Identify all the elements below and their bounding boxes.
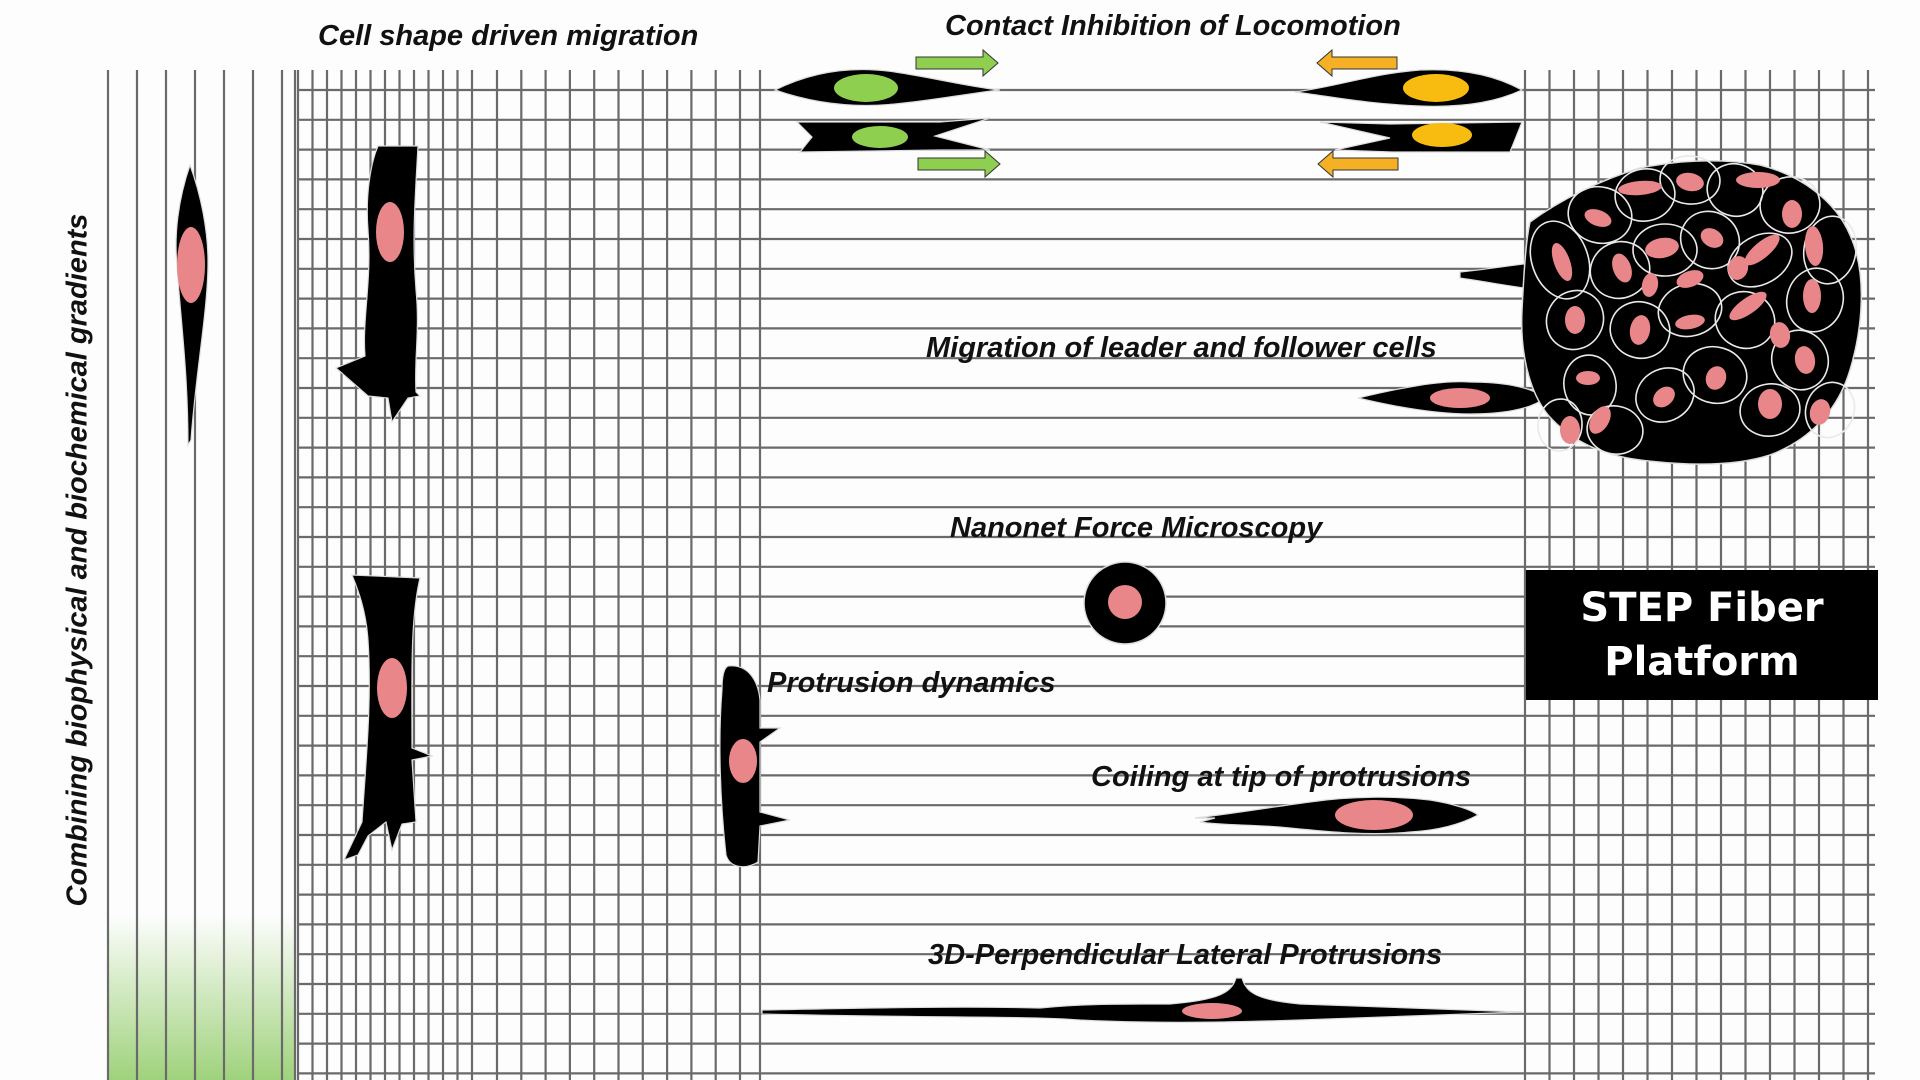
cluster-nucleus <box>1736 172 1780 188</box>
cell-shape-migration-bottom <box>344 575 432 860</box>
label-coiling-tip: Coiling at tip of protrusions <box>1091 761 1472 793</box>
label-lateral-protrusions: 3D-Perpendicular Lateral Protrusions <box>928 939 1443 971</box>
leader-cell-bottom <box>1358 382 1545 414</box>
label-protrusion-dynamics: Protrusion dynamics <box>767 667 1056 699</box>
arrow-right-top <box>916 50 998 76</box>
cluster-nucleus <box>1803 279 1821 313</box>
arrow-right-bottom <box>918 151 1000 177</box>
cell-cluster <box>1520 153 1862 464</box>
label-gradients-vertical: Combining biophysical and biochemical gradients <box>61 213 94 907</box>
platform-title-line1: STEP Fiber <box>1580 585 1824 631</box>
cluster-nucleus <box>1782 200 1802 228</box>
cluster-nucleus <box>1565 306 1585 334</box>
cluster-nucleus <box>1560 416 1580 444</box>
arrow-left-bottom <box>1318 151 1398 177</box>
label-contact-inhibition: Contact Inhibition of Locomotion <box>945 10 1401 42</box>
cil-cell-green-top <box>775 69 1000 105</box>
label-nanonet-force: Nanonet Force Microscopy <box>950 512 1323 544</box>
arrow-left-top <box>1317 50 1397 76</box>
label-leader-follower: Migration of leader and follower cells <box>926 332 1437 364</box>
cluster-nucleus <box>1576 371 1600 385</box>
cell-parallel-fiber <box>176 165 208 445</box>
cell-nanonet-force <box>1084 562 1166 644</box>
platform-title-line2: Platform <box>1604 639 1800 685</box>
cil-cell-yellow-bottom <box>1320 122 1522 152</box>
cluster-nucleus <box>1758 389 1782 419</box>
cell-coiling-tip <box>1195 797 1478 833</box>
cell-shape-migration-top <box>336 146 420 422</box>
cil-cell-yellow-top <box>1295 70 1522 107</box>
cil-cell-green-bottom <box>797 118 990 152</box>
platform-title-box <box>1526 570 1878 700</box>
label-cell-shape-migration: Cell shape driven migration <box>318 20 699 52</box>
